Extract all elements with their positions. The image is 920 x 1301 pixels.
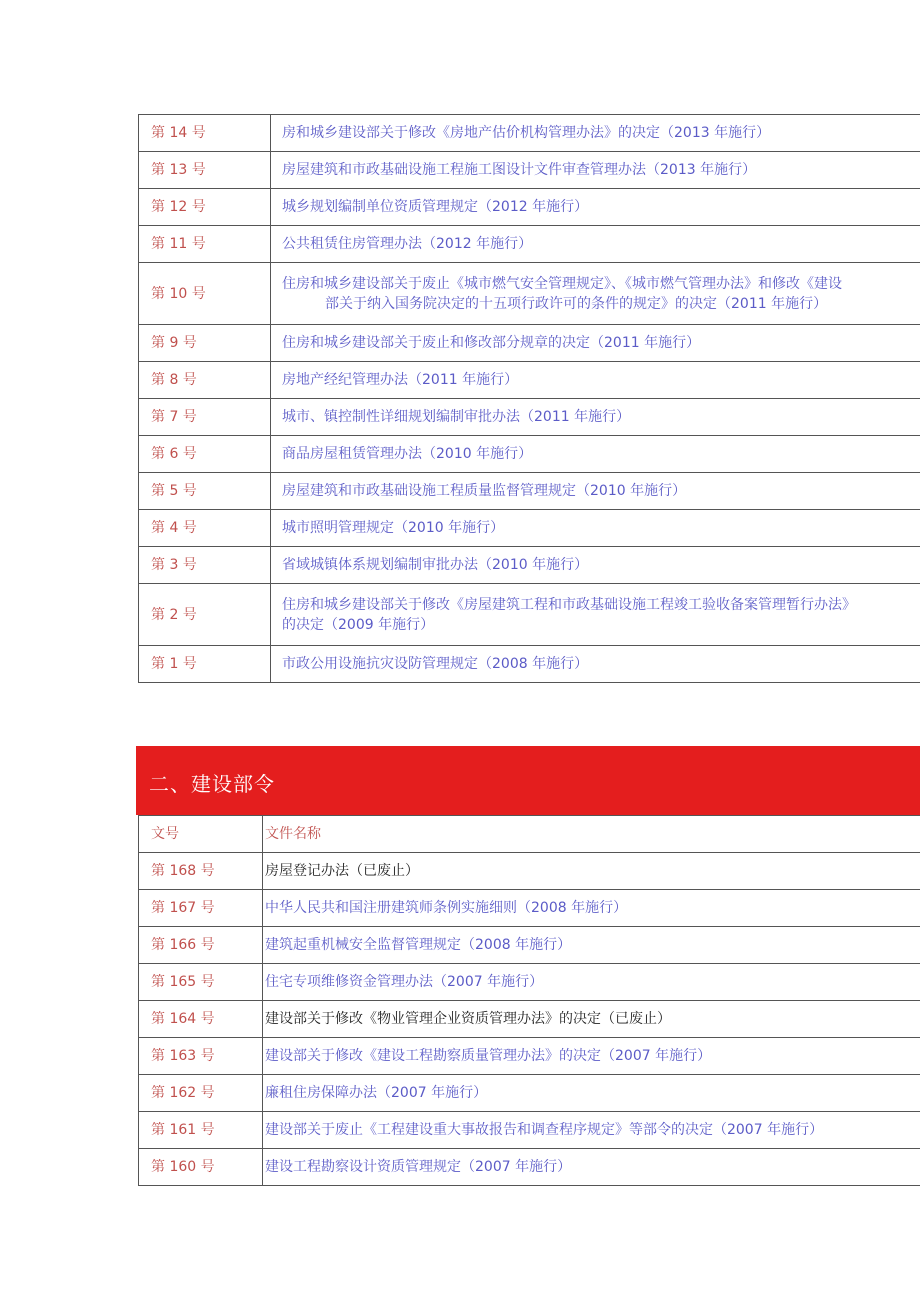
order-title-line: 部关于纳入国务院决定的十五项行政许可的条件的规定》的决定（2011 年施行） bbox=[325, 295, 828, 312]
order-title-link[interactable]: 房地产经纪管理办法（2011 年施行） bbox=[271, 362, 920, 399]
order-title-link[interactable]: 省域城镇体系规划编制审批办法（2010 年施行） bbox=[271, 547, 920, 584]
table-row bbox=[139, 547, 920, 584]
section-heading: 二、建设部令 bbox=[149, 772, 275, 796]
table-row bbox=[139, 226, 920, 263]
order-number: 第 8 号 bbox=[139, 362, 271, 399]
order-title-link[interactable]: 廉租住房保障办法（2007 年施行） bbox=[263, 1075, 920, 1112]
table-row bbox=[139, 436, 920, 473]
order-number: 第 163 号 bbox=[139, 1038, 263, 1075]
order-number: 第 168 号 bbox=[139, 853, 263, 890]
order-number: 第 164 号 bbox=[139, 1001, 263, 1038]
table-row bbox=[139, 927, 920, 964]
order-title-link[interactable]: 城市照明管理规定（2010 年施行） bbox=[271, 510, 920, 547]
table-row bbox=[139, 964, 920, 1001]
order-title-link[interactable]: 公共租赁住房管理办法（2012 年施行） bbox=[271, 226, 920, 263]
table-row bbox=[139, 1001, 920, 1038]
ministry-orders-table bbox=[138, 114, 920, 683]
construction-orders-table bbox=[138, 815, 920, 1186]
order-title-link[interactable] bbox=[271, 263, 920, 325]
order-title-link[interactable]: 市政公用设施抗灾设防管理规定（2008 年施行） bbox=[271, 646, 920, 683]
order-number: 第 12 号 bbox=[139, 189, 271, 226]
table-row bbox=[139, 1075, 920, 1112]
order-title-link[interactable]: 建筑起重机械安全监督管理规定（2008 年施行） bbox=[263, 927, 920, 964]
table-row bbox=[139, 263, 920, 325]
order-number: 第 165 号 bbox=[139, 964, 263, 1001]
table-row bbox=[139, 1149, 920, 1186]
order-title-link[interactable]: 商品房屋租赁管理办法（2010 年施行） bbox=[271, 436, 920, 473]
table-row bbox=[139, 189, 920, 226]
table-row bbox=[139, 510, 920, 547]
order-title-link[interactable]: 住宅专项维修资金管理办法（2007 年施行） bbox=[263, 964, 920, 1001]
order-title-link[interactable]: 房屋建筑和市政基础设施工程施工图设计文件审查管理办法（2013 年施行） bbox=[271, 152, 920, 189]
table-row bbox=[139, 115, 920, 152]
table-row bbox=[139, 584, 920, 646]
order-title-line: 的决定（2009 年施行） bbox=[282, 616, 435, 633]
order-title: 房屋登记办法（已废止） bbox=[263, 853, 920, 890]
order-title-link[interactable]: 建设部关于修改《建设工程勘察质量管理办法》的决定（2007 年施行） bbox=[263, 1038, 920, 1075]
order-title-link[interactable] bbox=[271, 584, 920, 646]
order-title-line: 住房和城乡建设部关于废止《城市燃气安全管理规定》、《城市燃气管理办法》和修改《建设 bbox=[282, 275, 842, 292]
table-row bbox=[139, 1038, 920, 1075]
table-row bbox=[139, 399, 920, 436]
order-number: 第 6 号 bbox=[139, 436, 271, 473]
table-row bbox=[139, 152, 920, 189]
order-title-link[interactable]: 城乡规划编制单位资质管理规定（2012 年施行） bbox=[271, 189, 920, 226]
order-number: 第 5 号 bbox=[139, 473, 271, 510]
order-title-link[interactable]: 房屋建筑和市政基础设施工程质量监督管理规定（2010 年施行） bbox=[271, 473, 920, 510]
table-row bbox=[139, 325, 920, 362]
column-header-title: 文件名称 bbox=[263, 816, 920, 853]
table-row bbox=[139, 853, 920, 890]
order-title-line: 住房和城乡建设部关于修改《房屋建筑工程和市政基础设施工程竣工验收备案管理暂行办法》 bbox=[282, 596, 856, 613]
section-header-bar bbox=[136, 746, 920, 815]
order-number: 第 4 号 bbox=[139, 510, 271, 547]
table-row bbox=[139, 1112, 920, 1149]
order-title: 建设部关于修改《物业管理企业资质管理办法》的决定（已废止） bbox=[263, 1001, 920, 1038]
order-title-link[interactable]: 住房和城乡建设部关于废止和修改部分规章的决定（2011 年施行） bbox=[271, 325, 920, 362]
table-header-row bbox=[139, 816, 920, 853]
order-number: 第 160 号 bbox=[139, 1149, 263, 1186]
table-row bbox=[139, 362, 920, 399]
order-number: 第 162 号 bbox=[139, 1075, 263, 1112]
order-number: 第 13 号 bbox=[139, 152, 271, 189]
order-number: 第 167 号 bbox=[139, 890, 263, 927]
table-row bbox=[139, 646, 920, 683]
table-row bbox=[139, 473, 920, 510]
order-title-link[interactable]: 建设部关于废止《工程建设重大事故报告和调查程序规定》等部令的决定（2007 年施行） bbox=[263, 1112, 920, 1149]
order-number: 第 161 号 bbox=[139, 1112, 263, 1149]
order-number: 第 166 号 bbox=[139, 927, 263, 964]
order-number: 第 3 号 bbox=[139, 547, 271, 584]
order-number: 第 2 号 bbox=[139, 584, 271, 646]
order-number: 第 7 号 bbox=[139, 399, 271, 436]
column-header-number: 文号 bbox=[139, 816, 263, 853]
order-title-link[interactable]: 城市、镇控制性详细规划编制审批办法（2011 年施行） bbox=[271, 399, 920, 436]
order-number: 第 9 号 bbox=[139, 325, 271, 362]
order-title-link[interactable]: 房和城乡建设部关于修改《房地产估价机构管理办法》的决定（2013 年施行） bbox=[271, 115, 920, 152]
order-number: 第 11 号 bbox=[139, 226, 271, 263]
order-number: 第 14 号 bbox=[139, 115, 271, 152]
order-number: 第 10 号 bbox=[139, 263, 271, 325]
table-row bbox=[139, 890, 920, 927]
order-number: 第 1 号 bbox=[139, 646, 271, 683]
order-title-link[interactable]: 建设工程勘察设计资质管理规定（2007 年施行） bbox=[263, 1149, 920, 1186]
order-title-link[interactable]: 中华人民共和国注册建筑师条例实施细则（2008 年施行） bbox=[263, 890, 920, 927]
